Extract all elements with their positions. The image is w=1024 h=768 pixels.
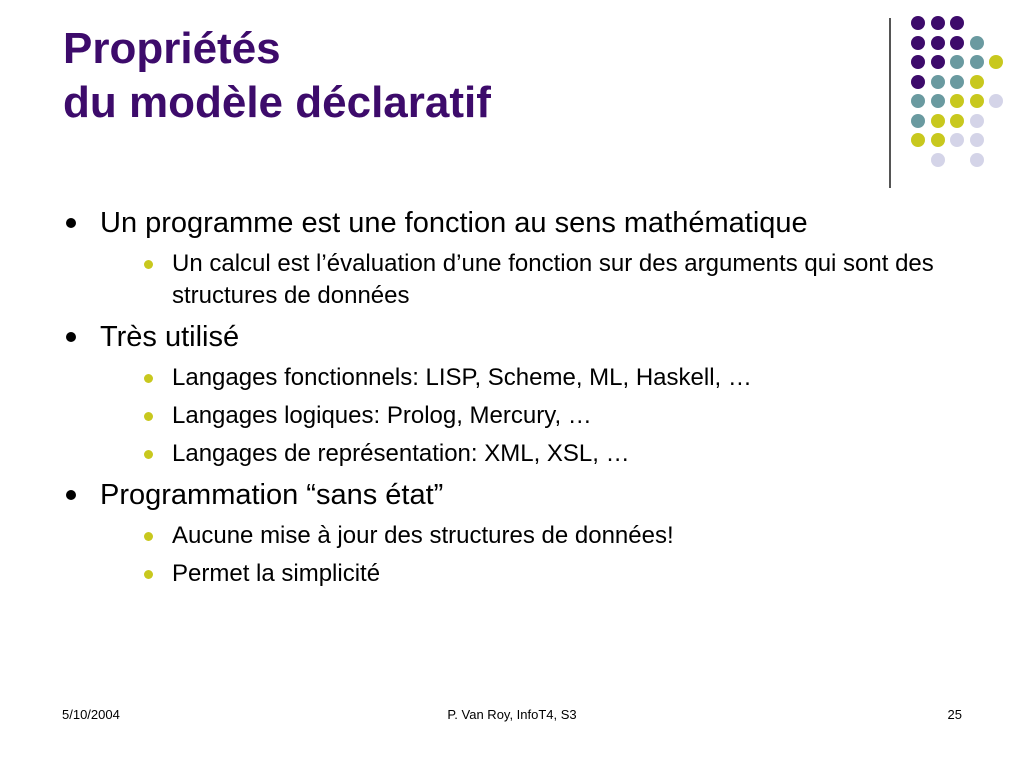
decorative-dot (931, 94, 945, 108)
decorative-dot (989, 55, 1003, 69)
bullet-item-tres-utilise (62, 318, 962, 356)
title-line-2: du modèle déclaratif (63, 78, 491, 127)
bullet-text: Très utilisé (100, 321, 240, 353)
bullet-item-sans-etat (62, 476, 962, 514)
decorative-dot (970, 55, 984, 69)
bullet-icon (66, 490, 76, 500)
sub-bullet-text: Langages de représentation: XML, XSL, … (172, 440, 630, 467)
decorative-dot (911, 36, 925, 50)
decorative-dot (931, 55, 945, 69)
decorative-dot (911, 114, 925, 128)
sub-bullet-text: Langages logiques: Prolog, Mercury, … (172, 402, 592, 429)
sub-bullet-item (62, 520, 962, 552)
sub-bullet-text: Langages fonctionnels: LISP, Scheme, ML, Haskell, … (172, 364, 752, 391)
footer-page-number: 25 (947, 707, 962, 722)
title-line-1: Propriétés (63, 24, 281, 73)
decorative-dot (911, 133, 925, 147)
sub-bullet-text: Un calcul est l’évaluation d’une fonction sur des arguments qui sont des structures de données (172, 250, 934, 309)
sub-bullet-icon (144, 374, 153, 383)
sub-bullet-item (62, 558, 962, 590)
sub-bullet-item (62, 438, 962, 470)
decorative-dot (970, 153, 984, 167)
decorative-dot (970, 75, 984, 89)
decorative-dot (950, 114, 964, 128)
decorative-dot (931, 133, 945, 147)
decorative-dot (931, 16, 945, 30)
decorative-dot (950, 55, 964, 69)
bullet-item-programme (62, 204, 962, 242)
sub-bullet-text: Permet la simplicité (172, 560, 381, 587)
sublist-programme (62, 248, 962, 312)
slide-title (63, 22, 863, 130)
decorative-dot (911, 75, 925, 89)
sub-bullet-icon (144, 260, 153, 269)
decorative-dot (950, 16, 964, 30)
decorative-dot (911, 16, 925, 30)
decorative-dot (931, 75, 945, 89)
footer-date: 5/10/2004 (62, 707, 120, 722)
decorative-dot (931, 114, 945, 128)
decorative-dot (950, 94, 964, 108)
title-divider (889, 18, 891, 188)
sub-bullet-item (62, 248, 962, 312)
bullet-icon (66, 332, 76, 342)
decorative-dot (970, 36, 984, 50)
bullet-text: Un programme est une fonction au sens mathématique (100, 207, 808, 239)
sublist-tres-utilise (62, 362, 962, 470)
decorative-dot (911, 55, 925, 69)
bullet-text: Programmation “sans état” (100, 479, 444, 511)
decorative-dot (911, 94, 925, 108)
sub-bullet-icon (144, 570, 153, 579)
decorative-dot (950, 75, 964, 89)
decorative-dot (970, 114, 984, 128)
footer-author: P. Van Roy, InfoT4, S3 (447, 707, 577, 722)
sub-bullet-item (62, 400, 962, 432)
sub-bullet-text: Aucune mise à jour des structures de données! (172, 522, 674, 549)
sub-bullet-icon (144, 532, 153, 541)
decorative-dot (970, 94, 984, 108)
sub-bullet-icon (144, 450, 153, 459)
decorative-dot (950, 36, 964, 50)
slide-content (62, 198, 962, 590)
decorative-dot (931, 36, 945, 50)
sublist-sans-etat (62, 520, 962, 590)
decorative-dot (950, 133, 964, 147)
decorative-dot (931, 153, 945, 167)
bullet-icon (66, 218, 76, 228)
sub-bullet-item (62, 362, 962, 394)
decorative-dot (989, 94, 1003, 108)
sub-bullet-icon (144, 412, 153, 421)
decorative-dot (970, 133, 984, 147)
